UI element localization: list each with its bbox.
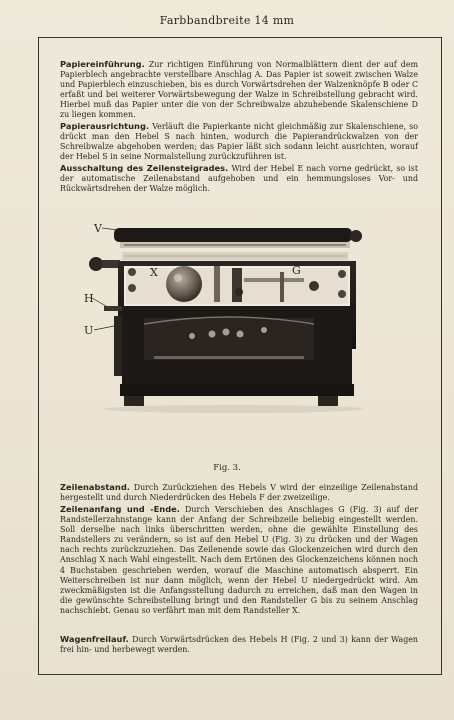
section-heading: Zeilenanfang und -Ende. [60,504,180,514]
section-text: Verläuft die Papierkante nicht gleichmäßig zur Skalenschiene, so drückt man den Hebel S nach hinten, wodurch die Papierandrückwalzen von der Schreibwalze abgehoben werden; das Papier läßt sich sodann leicht ausrichten, worauf der Hebel S in seine Normalstellung zurückzuführen ist. [60,122,418,162]
typewriter-illustration [84,206,374,442]
section-heading: Wagenfreilauf. [60,634,129,644]
label-g: G [292,264,301,277]
label-x: X [150,266,158,279]
section-text: Durch Zurückziehen des Hebels V wird der einzeilige Zeilenabstand hergestellt und durch Niederdrücken des Hebels F der zweizeilige. [60,483,418,503]
section-wagenfreilauf [60,634,418,655]
label-h: H [84,292,94,305]
section-papiereinfuehrung [60,59,418,121]
section-heading: Ausschaltung des Zeilensteigrades. [60,163,229,173]
section-text: Durch Vorwärtsdrücken des Hebels H (Fig. 2 und 3) kann der Wagen frei hin- und herbewegt werden. [60,635,418,655]
section-text: Wird der Hebel E nach vorne gedrückt, so ist der automatische Zeilenabstand aufgehoben und ein hemmungsloses Vor- und Rückwärtsdrehen der Walze möglich. [60,164,419,194]
section-zeilenabstand [60,482,418,503]
label-v: V [94,222,102,235]
section-zeilenanfang [60,504,418,616]
section-heading: Papierausrichtung. [60,121,150,131]
section-zeilensteigrad [60,163,418,194]
label-u: U [84,324,94,337]
section-heading: Papiereinführung. [60,59,145,69]
page-header: Farbbandbreite 14 mm [159,14,295,27]
section-papierausrichtung [60,121,418,162]
section-text: Zur richtigen Einführung von Normalblättern dient der auf dem Papierblech angebrachte verstellbare Anschlag A. Das Papier ist soweit zwischen Walze und Papierblech einzuschieben, bis es durch Vorwärtsdrehen der Walzenknöpfe B oder C erfaßt und bei weiterer Vorwärtsbewegung der Walze in Schreibstellung gebracht wird. Hierbei muß das Papier unter die von der Schreibwalze abzuhebende Skalenschiene D zu liegen kommen. [60,60,418,120]
figure-caption: Fig. 3. [213,463,241,473]
section-heading: Zeilenabstand. [60,482,130,492]
section-text: Durch Verschieben des Anschlages G (Fig. 3) auf der Randstellerzahnstange kann der Anfang der Schreibzeile beliebig eingestellt werden. Soll derselbe nach links überschritten werden, ohne die gewählte Einstellung des Randstellers zu verändern, so ist auf den Hebel U (Fig. 3) zu drücken und der Wagen nach rechts zurückzuziehen. Das Zeilenende sowie das Glockenzeichen wird durch den Anschlag X nach Wahl eingestellt. Nach dem Ertönen des Glockenzeichens können noch 4 Buchstaben geschrieben werden, worauf die Maschine automatisch absperrt. Ein Weiterschreiben ist nur dann möglich, wenn der Hebel U niedergedrückt wird. Am zweckmäßigsten ist die Anfangsstellung dadurch zu erreichen, daß man den Wagen in die gewünschte Schreibstellung bringt und den Randsteller G bis zu seinem Anschlag nachschiebt. Genau so verfährt man mit dem Randsteller X. [60,505,418,615]
